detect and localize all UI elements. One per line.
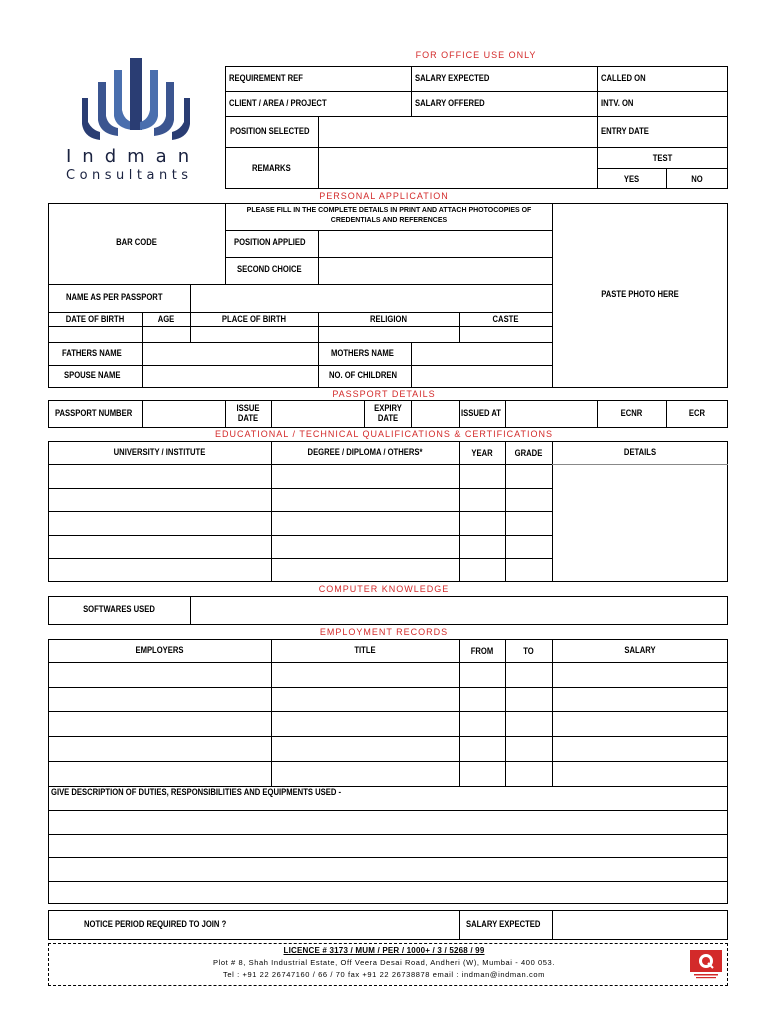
address-text: Plot # 8, Shah Industrial Estate, Off Veera Desai Road, Andheri (W), Mumbai - 400 053. <box>212 958 556 967</box>
employment-records-title: EMPLOYMENT RECORDS <box>319 627 449 637</box>
entry-date-label: ENTRY DATE <box>601 126 649 136</box>
ecnr-label: ECNR <box>620 408 643 418</box>
mothers-name-label: MOTHERS NAME <box>331 348 394 358</box>
age-label: AGE <box>157 314 175 324</box>
employers-header: EMPLOYERS <box>135 645 184 655</box>
quality-mark-icon <box>690 950 722 980</box>
licence-text: LICENCE # 3173 / MUM / PER / 1000+ / 3 / 5268 / 99 <box>283 946 485 955</box>
ecr-label: ECR <box>688 408 706 418</box>
computer-knowledge-title: COMPUTER KNOWLEDGE <box>318 584 450 594</box>
company-logo <box>66 58 210 188</box>
salary-offered-label: SALARY OFFERED <box>415 98 485 108</box>
requirement-ref-label: REQUIREMENT REF <box>229 73 303 83</box>
contact-text: Tel : +91 22 26747160 / 66 / 70 fax +91 22 26738878 email : indman@indman.com <box>223 970 545 979</box>
duties-description-label: GIVE DESCRIPTION OF DUTIES, RESPONSIBILITIES AND EQUIPMENTS USED - <box>51 787 342 797</box>
yes-label: YES <box>623 174 640 184</box>
passport-number-label: PASSPORT NUMBER <box>55 408 133 418</box>
caste-label: CASTE <box>492 314 519 324</box>
education-title: EDUCATIONAL / TECHNICAL QUALIFICATIONS & CERTIFICATIONS <box>214 429 554 439</box>
university-header: UNIVERSITY / INSTITUTE <box>113 447 206 457</box>
logo-building-icon <box>76 58 196 140</box>
from-header: FROM <box>470 646 494 656</box>
salary-expected-label: SALARY EXPECTED <box>466 919 541 929</box>
intv-on-label: INTV. ON <box>601 98 634 108</box>
softwares-used-label: SOFTWARES USED <box>83 604 155 614</box>
brand-subtitle: Consultants <box>66 168 193 183</box>
grade-header: GRADE <box>514 448 543 458</box>
degree-header: DEGREE / DIPLOMA / OTHERS* <box>307 447 423 457</box>
office-use-title: FOR OFFICE USE ONLY <box>415 50 537 60</box>
notice-period-label: NOTICE PERIOD REQUIRED TO JOIN ? <box>84 919 227 929</box>
fathers-name-label: FATHERS NAME <box>62 348 122 358</box>
bar-code-label: BAR CODE <box>116 237 157 247</box>
to-header: TO <box>523 646 534 656</box>
instructions-text: PLEASE FILL IN THE COMPLETE DETAILS IN PRINT AND ATTACH PHOTOCOPIES OF CREDENTIALS AND REFERENCES <box>246 207 532 224</box>
spouse-name-label: SPOUSE NAME <box>64 370 121 380</box>
salary-header: SALARY <box>624 645 656 655</box>
expiry-date-label: EXPIRY DATE <box>374 403 402 423</box>
issued-at-label: ISSUED AT <box>461 408 501 418</box>
personal-application-title: PERSONAL APPLICATION <box>319 191 449 201</box>
employment-records-table <box>48 639 728 904</box>
no-of-children-label: NO. OF CHILDREN <box>329 370 397 380</box>
brand-name: Indman <box>66 146 201 167</box>
details-header: DETAILS <box>623 447 657 457</box>
remarks-label: REMARKS <box>252 163 291 173</box>
date-of-birth-label: DATE OF BIRTH <box>65 314 125 324</box>
called-on-label: CALLED ON <box>601 73 646 83</box>
position-applied-label: POSITION APPLIED <box>234 237 306 247</box>
title-header: TITLE <box>354 645 376 655</box>
second-choice-label: SECOND CHOICE <box>237 264 302 274</box>
position-selected-label: POSITION SELECTED <box>230 126 310 136</box>
certification-logo <box>690 950 722 980</box>
year-header: YEAR <box>471 448 493 458</box>
salary-expected-office-label: SALARY EXPECTED <box>415 73 490 83</box>
no-label: NO <box>691 174 703 184</box>
client-area-project-label: CLIENT / AREA / PROJECT <box>229 98 327 108</box>
name-as-per-passport-label: NAME AS PER PASSPORT <box>66 292 163 302</box>
place-of-birth-label: PLACE OF BIRTH <box>221 314 287 324</box>
paste-photo-label: PASTE PHOTO HERE <box>601 289 679 299</box>
passport-details-title: PASSPORT DETAILS <box>332 389 436 399</box>
test-label: TEST <box>652 153 673 163</box>
religion-label: RELIGION <box>369 314 407 324</box>
issue-date-label: ISSUE DATE <box>236 403 260 423</box>
